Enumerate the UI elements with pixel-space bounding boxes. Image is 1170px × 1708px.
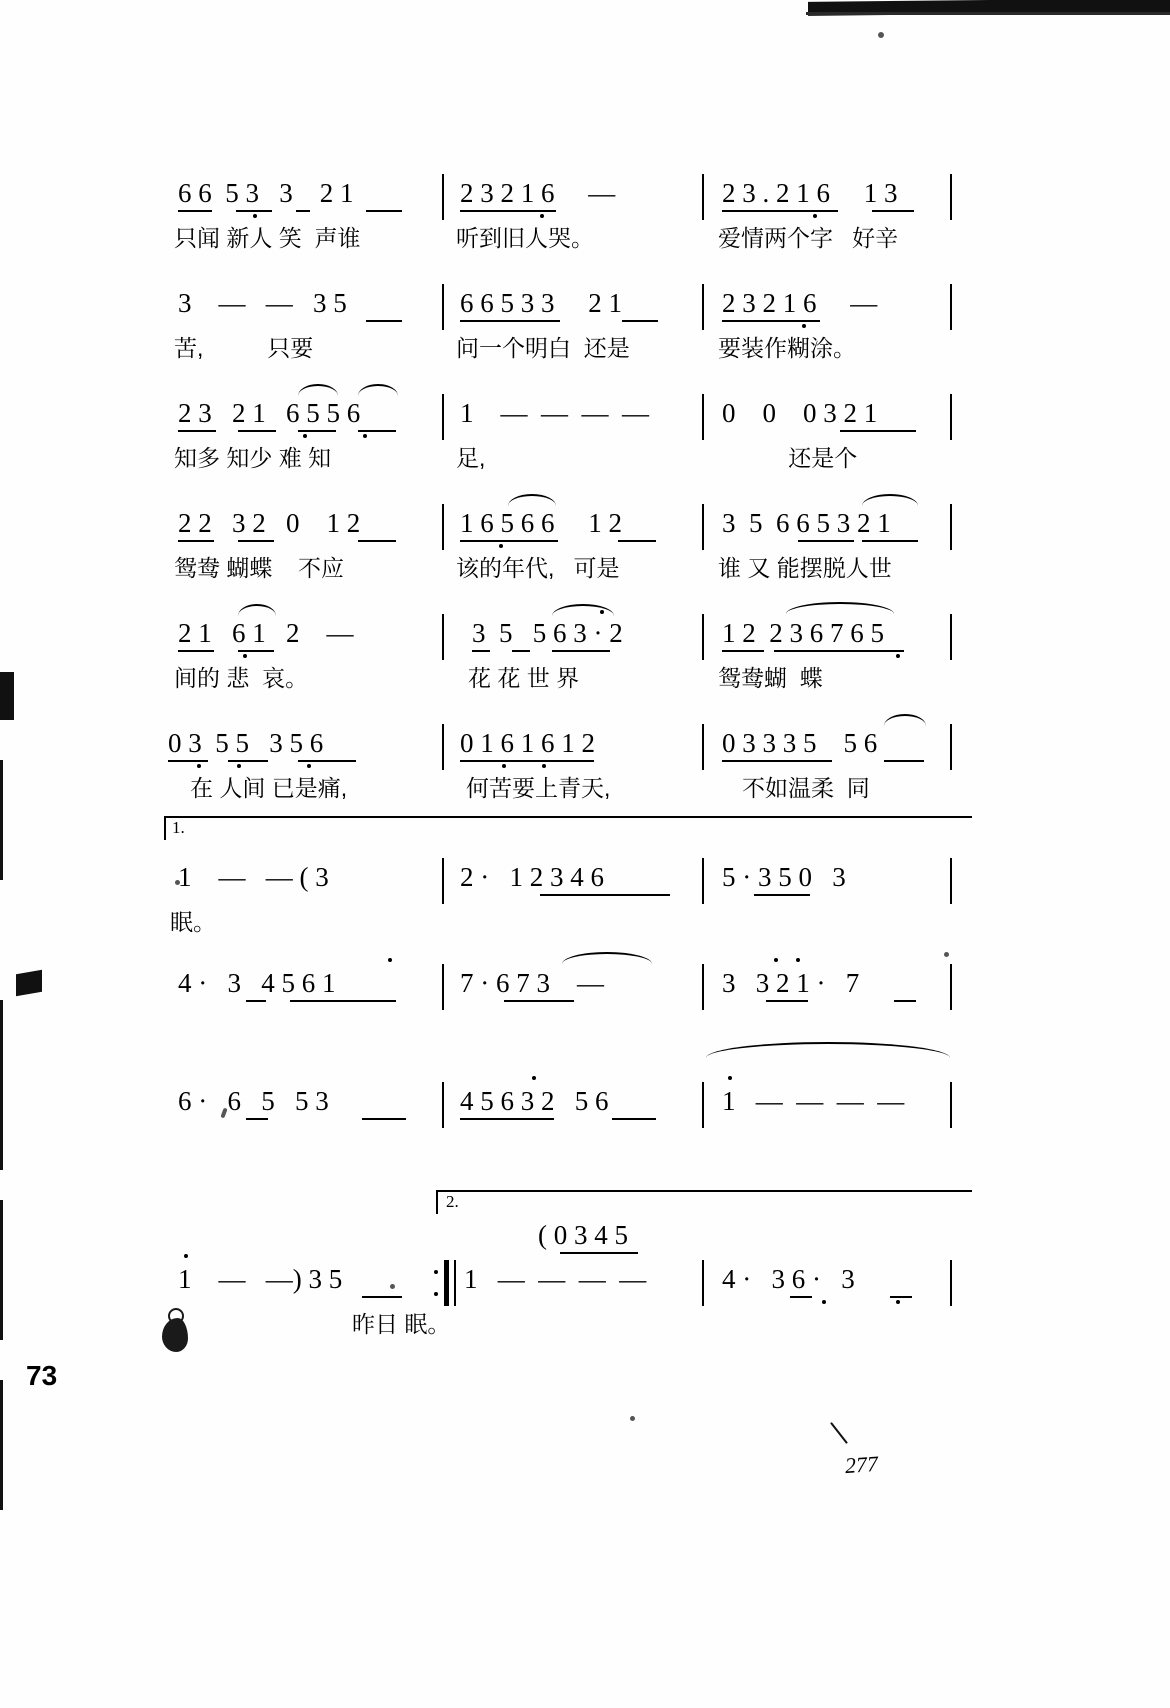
score-system — [150, 150, 980, 260]
note-beam — [540, 894, 670, 896]
note-beam — [290, 1000, 396, 1002]
barline — [950, 394, 952, 440]
barline — [950, 284, 952, 330]
measure-lyrics: 只闻 新人 笑 声谁 — [174, 225, 361, 251]
barline — [702, 858, 704, 904]
repeat-barline-thick — [444, 1260, 449, 1306]
note-beam — [366, 210, 402, 212]
note-beam — [560, 1252, 638, 1254]
measure-notes: 2 3 . 2 1 6 1 3 — [722, 178, 898, 208]
measure-notes: 0 3 5 5 3 5 6 — [168, 728, 324, 758]
barline — [702, 614, 704, 660]
note-beam — [798, 540, 854, 542]
measure-lyrics: 何苦要上青天, — [466, 775, 611, 801]
measure-lyrics: 昨日 眠。 — [352, 1311, 451, 1337]
barline — [950, 964, 952, 1010]
measure-notes: 1 2 2 3 6 7 6 5 — [722, 618, 884, 648]
slur — [862, 494, 918, 506]
measure-notes: 0 1 6 1 6 1 2 — [460, 728, 595, 758]
note-beam — [552, 650, 610, 652]
measure-lyrics: 鸳鸯蝴 蝶 — [718, 665, 823, 691]
measure-lyrics: 要装作糊涂。 — [718, 335, 856, 361]
score-system — [150, 590, 980, 700]
measure-notes: 1 — — — — — [464, 1264, 647, 1294]
note-beam — [238, 650, 274, 652]
score-system — [150, 480, 980, 590]
barline — [950, 504, 952, 550]
note-beam — [622, 320, 658, 322]
barline — [442, 614, 444, 660]
octave-dot-high — [532, 1076, 536, 1080]
barline — [702, 504, 704, 550]
measure-lyrics: 爱情两个字 好辛 — [718, 225, 899, 251]
measure-lyrics: 鸳鸯 蝴蝶 不应 — [174, 555, 344, 581]
measure-notes: 2 2 3 2 0 1 2 — [178, 508, 361, 538]
measure-notes: 1 6 5 6 6 1 2 — [460, 508, 622, 538]
music-score — [150, 150, 980, 1337]
measure-notes: 2 3 2 1 6 5 5 6 — [178, 398, 361, 428]
note-beam — [774, 650, 904, 652]
note-beam — [178, 430, 216, 432]
octave-dot-low — [822, 1300, 826, 1304]
scan-artifact-left-margin-2 — [0, 1000, 3, 1170]
scan-artifact-top-edge-line — [806, 12, 1170, 15]
note-beam — [178, 650, 214, 652]
measure-lyrics: 足, — [456, 445, 486, 471]
octave-dot-high — [388, 958, 392, 962]
octave-dot-high — [728, 1076, 732, 1080]
measure-notes: 5 · 3 5 0 3 — [722, 862, 846, 892]
note-beam — [238, 540, 274, 542]
measure-notes: 1 — — — — — [460, 398, 649, 428]
score-system — [150, 260, 980, 370]
measure-notes: 4 5 6 3 2 5 6 — [460, 1086, 609, 1116]
note-beam — [238, 430, 276, 432]
octave-dot-high — [184, 1254, 188, 1258]
score-system — [150, 700, 980, 810]
note-beam — [862, 540, 918, 542]
note-beam — [460, 1118, 554, 1120]
note-beam — [460, 760, 594, 762]
scan-artifact-left-margin-3 — [0, 1200, 3, 1340]
note-beam — [618, 540, 656, 542]
octave-dot-low — [896, 654, 900, 658]
footer-mark: 277 — [844, 1450, 879, 1479]
measure-notes: 3 5 5 6 3 · 2 — [472, 618, 623, 648]
measure-lyrics: 在 人间 已是痛, — [190, 775, 348, 801]
barline — [442, 284, 444, 330]
measure-notes: 2 · 1 2 3 4 6 — [460, 862, 604, 892]
volta-bracket-2 — [436, 1190, 972, 1214]
octave-dot-low — [363, 434, 367, 438]
barline — [442, 504, 444, 550]
measure-notes: 1 — — — — — [722, 1086, 905, 1116]
note-beam — [722, 210, 838, 212]
measure-notes: 6 · 6 5 5 3 — [178, 1086, 329, 1116]
measure-notes: 7 · 6 7 3 — — [460, 968, 604, 998]
barline — [442, 1082, 444, 1128]
measure-lyrics: 还是个 — [718, 445, 858, 471]
octave-dot-low — [813, 214, 817, 218]
note-beam — [512, 650, 530, 652]
octave-dot-low — [896, 1300, 900, 1304]
slur — [508, 494, 556, 506]
slur — [562, 952, 652, 964]
note-beam — [472, 650, 490, 652]
barline — [442, 394, 444, 440]
octave-dot-low — [243, 654, 247, 658]
note-beam — [358, 540, 396, 542]
scan-artifact-fingerprint — [162, 1318, 188, 1352]
measure-lyrics: 不如温柔 同 — [742, 775, 870, 801]
barline — [702, 394, 704, 440]
barline — [702, 284, 704, 330]
measure-notes: 4 · 3 6 · 3 — [722, 1264, 855, 1294]
octave-dot-low — [237, 764, 241, 768]
slur — [298, 384, 338, 396]
scan-speck-5 — [630, 1416, 635, 1421]
repeat-dot-upper — [434, 1270, 438, 1274]
pickup-notes: ( 0 3 4 5 — [538, 1220, 628, 1250]
note-beam — [884, 760, 924, 762]
measure-notes: 2 3 2 1 6 — — [460, 178, 616, 208]
measure-notes: 2 3 2 1 6 — — [722, 288, 878, 318]
scan-artifact-blob-1 — [0, 672, 14, 720]
note-beam — [722, 320, 820, 322]
barline — [702, 1260, 704, 1306]
measure-notes: 3 5 6 6 5 3 2 1 — [722, 508, 891, 538]
barline — [442, 964, 444, 1010]
repeat-barline-thin — [454, 1260, 456, 1306]
page-number: 73 — [26, 1360, 58, 1391]
measure-notes: 3 3 2 1 · 7 — [722, 968, 860, 998]
measure-lyrics: 苦, 只要 — [174, 335, 314, 361]
barline — [950, 858, 952, 904]
note-beam — [178, 210, 212, 212]
barline — [702, 174, 704, 220]
barline — [442, 724, 444, 770]
octave-dot-high — [796, 958, 800, 962]
barline — [950, 174, 952, 220]
note-beam — [362, 1118, 406, 1120]
score-system — [150, 940, 980, 1058]
measure-lyrics: 知多 知少 难 知 — [174, 445, 332, 471]
note-beam — [872, 210, 914, 212]
octave-dot-low — [307, 764, 311, 768]
note-beam — [178, 540, 214, 542]
measure-lyrics: 眠。 — [170, 909, 216, 935]
measure-lyrics: 问一个明白 还是 — [456, 335, 630, 361]
volta-label: 2. — [446, 1192, 459, 1211]
repeat-dot-lower — [434, 1292, 438, 1296]
note-beam — [460, 210, 556, 212]
measure-lyrics: 间的 悲 哀。 — [174, 665, 309, 691]
score-system — [150, 370, 980, 480]
note-beam — [460, 540, 558, 542]
measure-lyrics: 谁 又 能摆脱人世 — [718, 555, 892, 581]
measure-notes: 6 6 5 3 3 2 1 — [178, 178, 354, 208]
note-beam — [236, 210, 272, 212]
scan-speck-1 — [878, 32, 884, 38]
barline — [442, 858, 444, 904]
octave-dot-high — [774, 958, 778, 962]
octave-dot-low — [499, 544, 503, 548]
octave-dot-low — [542, 764, 546, 768]
footer-mark-stroke — [830, 1422, 848, 1444]
note-beam — [362, 1296, 402, 1298]
measure-notes: 0 0 0 3 2 1 — [722, 398, 878, 428]
octave-dot-low — [253, 214, 257, 218]
note-beam — [840, 430, 916, 432]
barline — [950, 614, 952, 660]
barline — [950, 724, 952, 770]
score-system-volta-1 — [150, 810, 980, 940]
scan-artifact-left-margin-1 — [0, 760, 3, 880]
scan-artifact-blob-2 — [16, 970, 42, 997]
measure-notes: 2 1 6 1 2 — — [178, 618, 354, 648]
volta-label: 1. — [172, 818, 185, 837]
note-beam — [504, 1000, 574, 1002]
barline — [950, 1082, 952, 1128]
measure-lyrics: 该的年代, 可是 — [456, 555, 620, 581]
barline — [442, 174, 444, 220]
note-beam — [894, 1000, 916, 1002]
score-system-volta-2 — [150, 1176, 980, 1337]
note-beam — [790, 1296, 812, 1298]
note-beam — [890, 1296, 912, 1298]
measure-notes: 0 3 3 3 5 5 6 — [722, 728, 878, 758]
note-beam — [366, 320, 402, 322]
barline — [702, 964, 704, 1010]
note-beam — [168, 760, 208, 762]
scan-artifact-left-margin-4 — [0, 1380, 3, 1510]
measure-notes: 3 — — 3 5 — [178, 288, 347, 318]
octave-dot-low — [802, 324, 806, 328]
note-beam — [722, 760, 832, 762]
note-beam — [358, 430, 396, 432]
octave-dot-low — [197, 764, 201, 768]
measure-notes: 1 — — ( 3 — [178, 862, 329, 892]
measure-notes: 6 6 5 3 3 2 1 — [460, 288, 622, 318]
barline — [702, 1082, 704, 1128]
slur — [238, 604, 276, 616]
slur — [884, 714, 926, 726]
barline — [702, 724, 704, 770]
octave-dot-low — [303, 434, 307, 438]
note-beam — [298, 760, 356, 762]
note-beam — [246, 1118, 268, 1120]
note-beam — [228, 760, 268, 762]
measure-lyrics: 听到旧人哭。 — [456, 225, 594, 251]
measure-lyrics: 花 花 世 界 — [468, 665, 580, 691]
note-beam — [754, 894, 810, 896]
note-beam — [612, 1118, 656, 1120]
score-system — [150, 1058, 980, 1176]
note-beam — [460, 320, 560, 322]
measure-notes: 4 · 3 4 5 6 1 — [178, 968, 336, 998]
slur — [358, 384, 398, 396]
octave-dot-low — [540, 214, 544, 218]
slur — [786, 602, 894, 614]
octave-dot-low — [502, 764, 506, 768]
note-beam — [296, 210, 310, 212]
note-beam — [246, 1000, 266, 1002]
slur — [552, 604, 614, 616]
barline — [950, 1260, 952, 1306]
volta-bracket-1 — [164, 816, 972, 840]
octave-dot-high — [600, 610, 604, 614]
note-beam — [766, 1000, 808, 1002]
measure-notes: 1 — —) 3 5 — [178, 1264, 343, 1294]
note-beam — [298, 430, 336, 432]
note-beam — [722, 650, 764, 652]
